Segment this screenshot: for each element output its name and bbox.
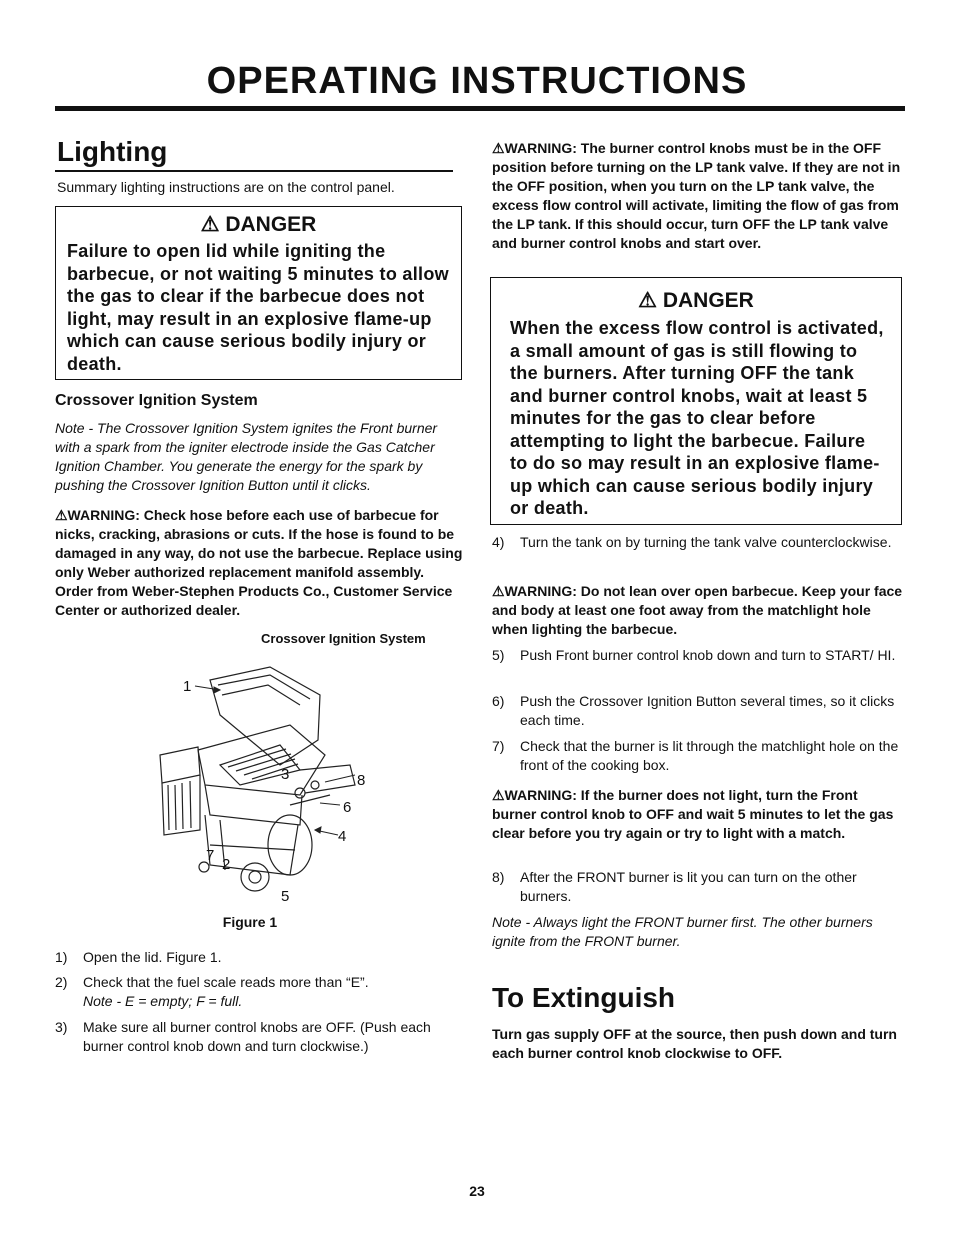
grill-illustration <box>150 655 390 905</box>
step-5 <box>492 646 902 665</box>
step-text: Make sure all burner control knobs are OFF. (Push each burner control knob down and turn clockwise.) <box>83 1019 431 1054</box>
callout-8: 8 <box>357 772 366 789</box>
crossover-note: Note - The Crossover Ignition System ignites the Front burner with a spark from the igniter electrode inside the Gas Catcher Ignition Chamber. You generate the energy for the spark by pushing the Crossover Ignition Button until it clicks. <box>55 420 438 493</box>
step-text: Push the Crossover Ignition Button several times, so it clicks each time. <box>520 693 895 728</box>
step-number: 2) <box>55 974 68 990</box>
warning-not-lit: ⚠WARNING: If the burner does not light, turn the Front burner control knob to OFF and wait 5 minutes to let the gas clear before you try again or try to light with a match. <box>492 787 894 841</box>
step-2 <box>55 973 455 1011</box>
step-number: 8) <box>492 869 505 885</box>
step-text: Check that the fuel scale reads more than “E”. <box>83 974 369 990</box>
step-4 <box>492 533 902 552</box>
step-6 <box>492 692 902 730</box>
extinguish-text: Turn gas supply OFF at the source, then push down and turn each burner control knob clockwise to OFF. <box>492 1026 897 1061</box>
callout-1: 1 <box>183 678 192 695</box>
lighting-heading-rule <box>55 170 453 172</box>
danger-box-excess-flow <box>490 277 902 525</box>
lighting-summary: Summary lighting instructions are on the control panel. <box>57 179 395 195</box>
step-3 <box>55 1018 450 1056</box>
callout-5: 5 <box>281 888 290 905</box>
step-note: Note - E = empty; F = full. <box>83 993 243 1009</box>
step-1 <box>55 948 455 967</box>
step-text: Open the lid. Figure 1. <box>83 949 222 965</box>
figure-label: Crossover Ignition System <box>261 631 426 646</box>
page-title: OPERATING INSTRUCTIONS <box>206 60 748 102</box>
callout-2: 2 <box>222 856 231 873</box>
danger-text: Failure to open lid while igniting the barbecue, or not waiting 5 minutes to allow the gas to clear if the barbecue does not light, may result in an explosive flame-up which can cause serious bodily injury or death. <box>67 241 449 374</box>
callout-3: 3 <box>281 766 290 783</box>
page-number: 23 <box>469 1183 485 1199</box>
title-divider <box>55 106 905 111</box>
danger-box-lid <box>55 206 462 380</box>
callout-6: 6 <box>343 799 352 816</box>
danger-title: ⚠ DANGER <box>200 213 317 236</box>
callout-4: 4 <box>338 828 347 845</box>
step-7 <box>492 737 902 775</box>
step-number: 4) <box>492 534 505 550</box>
step-number: 7) <box>492 738 505 754</box>
step-number: 5) <box>492 647 505 663</box>
warning-knobs: ⚠WARNING: The burner control knobs must be in the OFF position before turning on the LP tank valve. If they are not in the OFF position, when you turn on the LP tank valve, the excess flow control will activate, limiting the flow of gas from the LP tank. If this should occur, turn OFF the LP tank valve and burner control knobs and start over. <box>492 140 901 251</box>
callout-7: 7 <box>206 847 215 864</box>
extinguish-heading: To Extinguish <box>492 982 676 1013</box>
figure-caption: Figure 1 <box>222 914 278 930</box>
danger-text: When the excess flow control is activated, a small amount of gas is still flowing to the burners. After turning OFF the tank and burner control knobs, wait at least 5 minutes for the gas to clear before attempting to light the barbecue. Failure to do so may result in an explosive flame-up which can cause serious bodily injury or death. <box>510 318 884 518</box>
note-front-burner: Note - Always light the FRONT burner first. The other burners ignite from the FRONT burner. <box>492 914 873 949</box>
danger-title: ⚠ DANGER <box>638 289 754 312</box>
crossover-heading: Crossover Ignition System <box>55 392 258 409</box>
step-text: Check that the burner is lit through the matchlight hole on the front of the cooking box. <box>520 738 899 773</box>
step-text: After the FRONT burner is lit you can turn on the other burners. <box>520 869 857 904</box>
step-text: Turn the tank on by turning the tank valve counterclockwise. <box>520 534 892 550</box>
step-text: Push Front burner control knob down and turn to START/ HI. <box>520 647 896 663</box>
step-number: 3) <box>55 1019 68 1035</box>
step-number: 1) <box>55 949 68 965</box>
warning-hose: ⚠WARNING: Check hose before each use of barbecue for nicks, cracking, abrasions or cuts. If the hose is found to be damaged in any way, do not use the barbecue. Replace using only Weber authorized replacement manifold assembly. Order from Weber-Stephen Products Co., Customer Service Center or authorized dealer. <box>55 507 463 618</box>
lighting-heading: Lighting <box>57 136 168 167</box>
step-8 <box>492 868 904 906</box>
warning-lean: ⚠WARNING: Do not lean over open barbecue. Keep your face and body at least one foot away from the matchlight hole when lighting the barbecue. <box>492 583 903 637</box>
step-number: 6) <box>492 693 505 709</box>
